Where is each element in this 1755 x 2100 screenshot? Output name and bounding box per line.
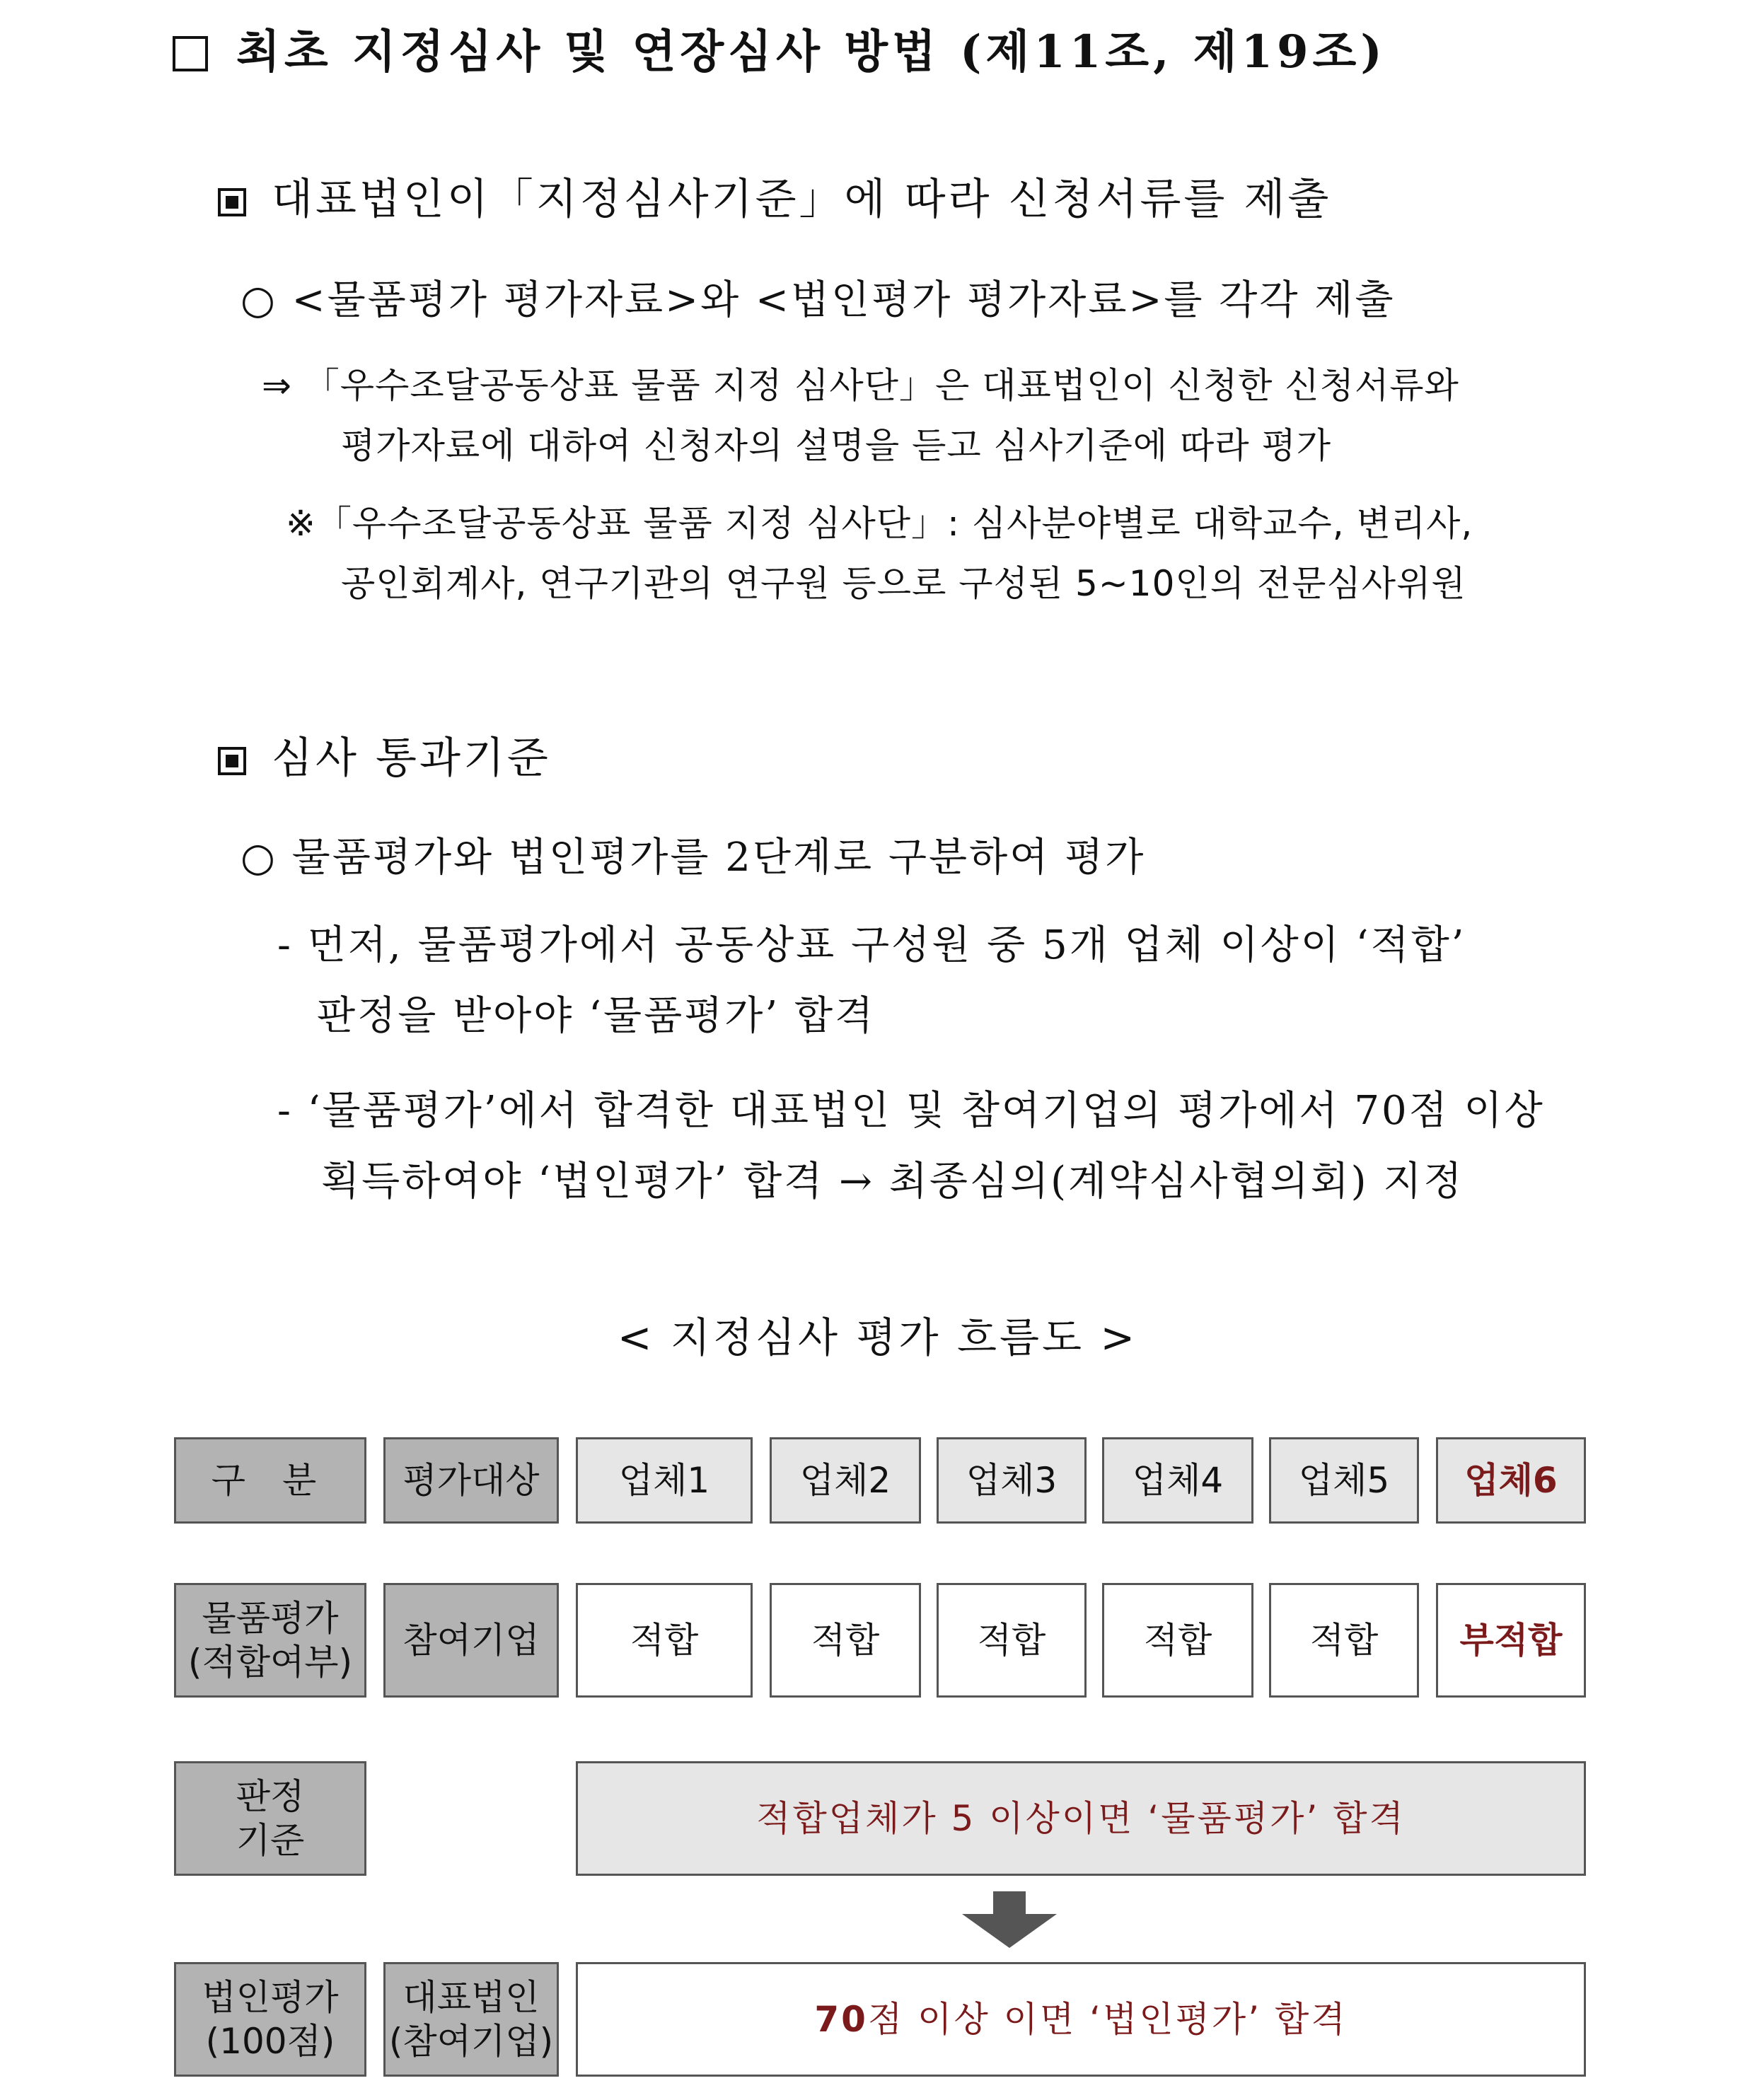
flow-company-3: 업체3 xyxy=(937,1437,1087,1524)
flow-corporate-target-line1: 대표법인 xyxy=(402,1976,540,2018)
section1-title-text: 대표법인이「지정심사기준」에 따라 신청서류를 제출 xyxy=(272,175,1332,224)
section2-dash1-line2: 판정을 받아야 ‘물품평가’ 합격 xyxy=(317,993,876,1039)
section2-item: ○ 물품평가와 법인평가를 2단계로 구분하여 평가 xyxy=(241,835,1146,881)
flow-company-1: 업체1 xyxy=(576,1437,753,1524)
flow-label-corporate-eval-line1: 법인평가 xyxy=(202,1976,339,2018)
flow-label-judgement xyxy=(174,1761,366,1876)
section2-dash2-line1: - ‘물품평가’에서 합격한 대표법인 및 참여기업의 평가에서 70점 이상 xyxy=(277,1088,1545,1134)
flow-corporate-criteria-text: 점 이상 이면 ‘법인평가’ 합격 xyxy=(867,1998,1348,2040)
page-title xyxy=(173,16,1386,81)
flow-company-5: 업체5 xyxy=(1269,1437,1419,1524)
flow-result-4: 적합 xyxy=(1102,1583,1253,1698)
section2-dash1-line1: - 먼저, 물품평가에서 공동상표 구성원 중 5개 업체 이상이 ‘적합’ xyxy=(277,922,1466,968)
flow-result-1: 적합 xyxy=(576,1583,753,1698)
flow-label-corporate-eval-line2: (100점) xyxy=(205,2021,335,2062)
filled-square-bullet-icon xyxy=(218,188,246,216)
flow-product-target: 참여기업 xyxy=(383,1583,559,1698)
section2-title xyxy=(218,724,551,785)
flow-corporate-target xyxy=(383,1962,559,2077)
flow-label-product-eval-line2: (적합여부) xyxy=(187,1642,353,1683)
section1-arrow-line1: ⇒ 「우수조달공동상표 물품 지정 심사단」은 대표법인이 신청한 신청서류와 xyxy=(262,365,1459,406)
flow-company-2: 업체2 xyxy=(770,1437,921,1524)
section1-note-line2: 공인회계사, 연구기관의 연구원 등으로 구성된 5~10인의 전문심사위원 xyxy=(341,563,1466,604)
page-title-text: 최초 지정심사 및 연장심사 방법 (제11조, 제19조) xyxy=(236,25,1386,79)
flow-label-category: 구 분 xyxy=(174,1437,366,1524)
flow-result-3: 적합 xyxy=(937,1583,1087,1698)
flow-label-target: 평가대상 xyxy=(383,1437,559,1524)
checkbox-icon xyxy=(173,36,208,71)
flow-result-2: 적합 xyxy=(770,1583,921,1698)
flow-result-6: 부적합 xyxy=(1436,1583,1586,1698)
section1-arrow-line2: 평가자료에 대하여 신청자의 설명을 듣고 심사기준에 따라 평가 xyxy=(341,425,1332,466)
filled-square-bullet-icon xyxy=(218,747,246,775)
flow-corporate-criteria xyxy=(576,1962,1586,2077)
flow-label-judgement-line1: 판정 xyxy=(236,1775,305,1817)
section1-item: ○ <물품평가 평가자료>와 <법인평가 평가자료>를 각각 제출 xyxy=(241,277,1396,323)
flow-label-judgement-line2: 기준 xyxy=(236,1820,305,1861)
flow-label-product-eval xyxy=(174,1583,366,1698)
flow-label-corporate-eval xyxy=(174,1962,366,2077)
flow-company-6: 업체6 xyxy=(1436,1437,1586,1524)
flow-result-5: 적합 xyxy=(1269,1583,1419,1698)
flow-company-4: 업체4 xyxy=(1102,1437,1253,1524)
section1-note-line1: ※「우수조달공동상표 물품 지정 심사단」: 심사분야별로 대학교수, 변리사, xyxy=(286,503,1473,544)
section2-dash2-line2: 획득하여야 ‘법인평가’ 합격 → 최종심의(계약심사협의회) 지정 xyxy=(321,1159,1464,1205)
flow-corporate-score: 70 xyxy=(814,1998,868,2040)
flow-label-product-eval-line1: 물품평가 xyxy=(202,1597,339,1639)
section2-title-text: 심사 통과기준 xyxy=(272,733,551,783)
flowchart-title: < 지정심사 평가 흐름도 > xyxy=(617,1313,1138,1362)
down-arrow-icon xyxy=(962,1891,1057,1948)
flow-corporate-target-line2: (참여기업) xyxy=(388,2021,554,2062)
flow-judgement-criteria: 적합업체가 5 이상이면 ‘물품평가’ 합격 xyxy=(576,1761,1586,1876)
section1-title xyxy=(218,166,1331,226)
